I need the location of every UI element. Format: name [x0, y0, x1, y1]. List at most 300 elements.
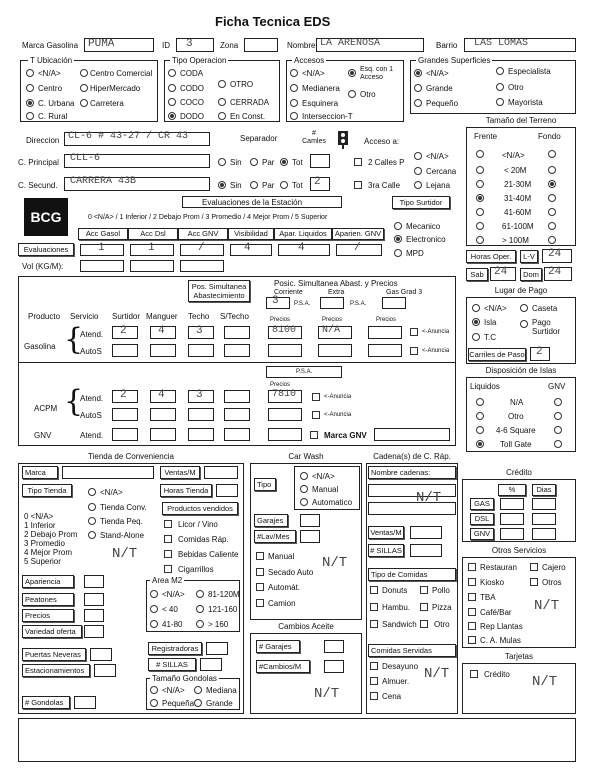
cp-camles-field[interactable] [310, 154, 330, 168]
cp-par-radio[interactable] [250, 158, 258, 166]
op-coda-radio[interactable] [168, 69, 176, 77]
gondola-pequena-radio[interactable] [150, 699, 158, 707]
carriles-paso-value: 2 [536, 346, 543, 358]
lv-value: 24 [548, 248, 562, 260]
op-otro-label: OTRO [230, 80, 254, 89]
op-dodo-label: DODO [180, 112, 204, 121]
ubicacion-na-radio[interactable] [26, 69, 34, 77]
disp-toll-label: Toll Gate [500, 440, 532, 449]
frente-21-radio[interactable] [476, 180, 484, 188]
credito-pct-label: % [498, 484, 526, 496]
credito-dsl-dias[interactable] [532, 513, 556, 525]
marca-gnv-field[interactable] [374, 428, 450, 441]
gas-autos-stecho-field[interactable] [224, 344, 250, 357]
op-enconst-radio[interactable] [218, 112, 226, 120]
prod-comidas-label: Comidas Ráp. [178, 535, 229, 544]
acpm-autos-techo-field[interactable] [188, 408, 214, 421]
cw-garajes-field[interactable] [300, 514, 320, 527]
gnv-atend-label: Atend. [80, 431, 104, 440]
disp-gnv-na-radio[interactable] [554, 398, 562, 406]
prod-licor-label: Licor / Vino [178, 520, 218, 529]
ubicacion-hiper-radio[interactable] [80, 84, 88, 92]
fondo-20-radio[interactable] [548, 166, 556, 174]
area-121-radio[interactable] [196, 605, 204, 613]
pago-na-label: <N/A> [484, 304, 507, 313]
gas-atend-label: Atend. [80, 330, 104, 339]
gnv-surtidor-field[interactable] [112, 428, 138, 441]
tienda-peq-radio[interactable] [88, 517, 96, 525]
zona-label: Zona [220, 41, 239, 50]
comida-pizza-check[interactable] [420, 603, 428, 611]
ubicacion-carretera-radio[interactable] [80, 99, 88, 107]
credito-gas-label: GAS [470, 498, 494, 510]
op-coco-radio[interactable] [168, 98, 176, 106]
carwash-tipo-label: Tipo [254, 478, 276, 491]
tienda-scale-0: 0 <N/A> [24, 512, 54, 521]
pago-na-radio[interactable] [472, 304, 480, 312]
acpm-autos-label: AutoS [80, 411, 102, 420]
cadena-sillas-field[interactable] [410, 544, 442, 557]
pago-tc-label: T.C [484, 333, 496, 342]
comida-hambu-check[interactable] [370, 603, 378, 611]
eval-col-apar-liquidos[interactable]: Apar. Liquidos [274, 228, 332, 240]
area-m2-label: Area M2 [152, 576, 183, 585]
acc-medianera-radio[interactable] [290, 84, 298, 92]
servida-desayuno-check[interactable] [370, 662, 378, 670]
gas-autos-techo-field[interactable] [188, 344, 214, 357]
gnv-anuncia-check[interactable] [310, 431, 318, 439]
surtidor-electronico-label: Electronico [406, 235, 446, 244]
gondolas-title: Tamaño Gondolas [152, 674, 217, 683]
eval-visibilidad-field[interactable] [230, 244, 272, 256]
cs-camles-value: 2 [314, 176, 321, 188]
eval-col-acc-gnv[interactable]: Acc GNV [178, 228, 228, 240]
gs-grande-radio[interactable] [414, 84, 422, 92]
cw-automat-check[interactable] [256, 583, 264, 591]
pago-surtidor-radio[interactable] [520, 320, 528, 328]
terreno-21-label: 21-30M [504, 180, 532, 189]
peatones-field[interactable] [84, 593, 104, 606]
pago-tc-radio[interactable] [472, 333, 480, 341]
precios-field[interactable] [84, 609, 104, 622]
pos-simultanea-label: Pos. Simultanea Abastecimiento [188, 280, 250, 302]
comida-sandwich-check[interactable] [370, 620, 378, 628]
pago-caseta-radio[interactable] [520, 304, 528, 312]
cp-tot-radio[interactable] [280, 158, 288, 166]
accesos-title: Accesos [294, 56, 325, 65]
terreno-61-label: 61-100M [502, 222, 534, 231]
acceso-na-radio[interactable] [414, 152, 422, 160]
fondo-na-radio[interactable] [548, 150, 556, 158]
cw-lavmes-field[interactable] [300, 530, 320, 543]
surtidor-mecanico-radio[interactable] [394, 222, 402, 230]
gondola-na-label: <N/A> [162, 686, 185, 695]
ubicacion-centro-radio[interactable] [26, 84, 34, 92]
sab-label: Sab [466, 268, 488, 281]
otros-tba-check[interactable] [468, 593, 476, 601]
servida-cena-check[interactable] [370, 692, 378, 700]
acpm-anuncia-check[interactable] [312, 393, 320, 401]
dos-calles-label: 2 Calles P [368, 158, 405, 167]
num-gondolas-label: # Gondolas [22, 696, 70, 709]
acpm-autos-stecho-field[interactable] [224, 408, 250, 421]
otros-title: Otros Servicios [462, 546, 576, 558]
vol-acc-gasol-field[interactable] [80, 260, 124, 272]
credito-gnv-pct[interactable] [500, 528, 524, 540]
cw-na-radio[interactable] [300, 472, 308, 480]
otros-cafe-check[interactable] [468, 608, 476, 616]
gs-mayorista-radio[interactable] [496, 98, 504, 106]
disp-gnv-square-radio[interactable] [554, 426, 562, 434]
credito-gas-pct[interactable] [500, 498, 524, 510]
frente-20-radio[interactable] [476, 166, 484, 174]
comida-donuts-label: Donuts [382, 586, 408, 595]
otros-restauran-check[interactable] [468, 563, 476, 571]
psa-label-1: P.S.A. [294, 301, 311, 307]
prod-bebidas-check[interactable] [164, 550, 172, 558]
op-dodo-radio[interactable] [168, 112, 176, 120]
tarjetas-credito-check[interactable] [470, 670, 478, 678]
servida-almuer-label: Almuer. [382, 677, 410, 686]
gas-autos-surtidor-field[interactable] [112, 344, 138, 357]
peatones-label: Peatones [22, 593, 74, 606]
disp-na-label: N/A [510, 398, 524, 407]
frente-41-radio[interactable] [476, 208, 484, 216]
eval-acc-gasol-value: 1 [98, 242, 105, 254]
acpm-techo-value: 3 [196, 389, 203, 401]
variedad-field[interactable] [84, 625, 104, 638]
otros-mulas-check[interactable] [468, 636, 476, 644]
area-41-radio[interactable] [150, 620, 158, 628]
cw-auto-radio[interactable] [300, 498, 308, 506]
ubicacion-hiper-label: HiperMercado [90, 84, 141, 93]
cw-lavmes-label: #Lav/Mes [254, 530, 296, 543]
tienda-scale-2: 2 Debajo Prom [24, 530, 78, 539]
credito-gnv-dias[interactable] [532, 528, 556, 540]
prod-comidas-check[interactable] [164, 535, 172, 543]
gnv-stecho-field[interactable] [224, 428, 250, 441]
acc-na-radio[interactable] [290, 69, 298, 77]
eval-col-acc-dsl[interactable]: Acc Dsl [128, 228, 178, 240]
id-label: ID [162, 41, 170, 50]
gnv-label: GNV [34, 431, 52, 440]
cadena-nombre-label: Nombre cadenas: [368, 466, 456, 479]
op-cerrada-radio[interactable] [218, 98, 226, 106]
acpm-label: ACPM [34, 404, 58, 413]
frente-31-radio[interactable] [476, 194, 484, 202]
ca-cambios-label: #Cambios/M [256, 660, 310, 673]
cs-tot-radio[interactable] [280, 181, 288, 189]
frente-100-radio[interactable] [476, 236, 484, 244]
gs-especialista-radio[interactable] [496, 67, 504, 75]
gas-autos-anuncia-check[interactable] [410, 347, 418, 355]
tarjetas-credito-label: Crédito [484, 670, 510, 679]
gas-autos-precio-3[interactable] [368, 344, 402, 357]
nombre-label: Nombre [287, 41, 316, 50]
gondola-grande-radio[interactable] [194, 699, 202, 707]
evaluaciones-title: Evaluaciones de la Estación [202, 198, 303, 207]
ca-garajes-field[interactable] [324, 640, 344, 653]
nombre-value: LA ARENOSA [320, 38, 381, 49]
registradoras-label: Registradoras [148, 642, 202, 655]
cw-manual-radio[interactable] [300, 485, 308, 493]
acc-intersec-label: Interseccion-T [302, 112, 353, 121]
gnv-techo-field[interactable] [188, 428, 214, 441]
marca-gasolina-value: PUMA [88, 38, 115, 50]
otros-otros-label: Otros [542, 578, 562, 587]
cadena-nombre-field-2[interactable] [368, 502, 456, 515]
gas-autos-anuncia-label: <-Anuncia [422, 348, 450, 354]
disp-square-label: 4-6 Square [496, 426, 536, 435]
page-title: Ficha Tecnica EDS [215, 14, 331, 29]
disp-liq-toll-radio[interactable] [476, 440, 484, 448]
tipo-operacion-title: Tipo Operacion [172, 56, 227, 65]
comida-donuts-check[interactable] [370, 586, 378, 594]
op-otro-radio[interactable] [218, 80, 226, 88]
credito-dias-label: Dias [532, 484, 556, 496]
area-na-radio[interactable] [150, 590, 158, 598]
acc-esquinera-radio[interactable] [290, 99, 298, 107]
gs-na-radio[interactable] [414, 69, 422, 77]
acpm-autos-precio-field[interactable] [268, 408, 302, 421]
variedad-label: Variedad oferta [22, 625, 82, 638]
op-codo-radio[interactable] [168, 84, 176, 92]
servida-almuer-check[interactable] [370, 677, 378, 685]
credito-dsl-pct[interactable] [500, 513, 524, 525]
area-160-radio[interactable] [196, 620, 204, 628]
barrio-label: Barrio [436, 41, 458, 50]
comida-sandwich-label: Sandwich [382, 620, 417, 629]
estacionamientos-field[interactable] [94, 664, 116, 677]
prod-licor-check[interactable] [164, 520, 172, 528]
tres-calle-label: 3ra Calle [368, 181, 401, 190]
disp-gnv-label: GNV [548, 382, 566, 391]
tres-calle-check[interactable] [354, 181, 362, 189]
cs-sin-radio[interactable] [218, 181, 226, 189]
id-field[interactable] [176, 38, 214, 52]
gs-otro-radio[interactable] [496, 83, 504, 91]
cp-sin-radio[interactable] [218, 158, 226, 166]
otros-otros-check[interactable] [530, 578, 538, 586]
fondo-100-radio[interactable] [548, 236, 556, 244]
gas-autos-precio-1[interactable] [268, 344, 302, 357]
gs-especialista-label: Especialista [508, 67, 551, 76]
eval-col-acc-gasol[interactable]: Acc Gasol [78, 228, 128, 240]
credito-gas-dias[interactable] [532, 498, 556, 510]
vol-acc-gnv-field[interactable] [180, 260, 224, 272]
otros-cajero-label: Cajero [542, 563, 566, 572]
comida-pollo-check[interactable] [420, 586, 428, 594]
gnv-manguer-field[interactable] [150, 428, 176, 441]
comida-otro-check[interactable] [420, 620, 428, 628]
eval-col-visibilidad[interactable]: Visibilidad [228, 228, 274, 240]
surtidor-electronico-radio[interactable] [394, 235, 402, 243]
disp-liq-square-radio[interactable] [476, 426, 484, 434]
puertas-neveras-field[interactable] [90, 648, 112, 661]
col-techo: Techo [188, 312, 210, 321]
ca-garajes-label: # Garajes [256, 640, 300, 653]
gondola-mediana-label: Mediana [206, 686, 237, 695]
comida-pizza-label: Pizza [432, 603, 452, 612]
psa-extra-field[interactable] [320, 297, 344, 309]
ca-cambios-field[interactable] [324, 660, 344, 673]
gs-mayorista-label: Mayorista [508, 98, 543, 107]
acceso-cercana-radio[interactable] [414, 167, 422, 175]
sab-value: 24 [494, 266, 508, 278]
tienda-na-radio[interactable] [88, 488, 96, 496]
gondola-na-radio[interactable] [150, 686, 158, 694]
gas-anuncia-check[interactable] [410, 328, 418, 336]
terreno-title: Tamaño del Terreno [466, 116, 576, 128]
tienda-ventas-field[interactable] [204, 466, 238, 479]
ubicacion-rural-radio[interactable] [26, 112, 34, 120]
csecund-label: C. Secund. [18, 181, 58, 190]
col-stecho: S/Techo [220, 312, 249, 321]
acpm-manguer-value: 4 [158, 389, 165, 401]
gas-anuncia-label: <-Anuncia [422, 329, 450, 335]
otros-llantas-check[interactable] [468, 622, 476, 630]
eval-aparien-gnv-value: / [354, 242, 361, 254]
gondola-mediana-radio[interactable] [194, 686, 202, 694]
prod-cigarrillos-check[interactable] [164, 565, 172, 573]
cw-camion-check[interactable] [256, 599, 264, 607]
ubicacion-urbana-radio[interactable] [26, 99, 34, 107]
servida-desayuno-label: Desayuno [382, 662, 419, 671]
cs-par-radio[interactable] [250, 181, 258, 189]
apariencia-field[interactable] [84, 575, 104, 588]
ubicacion-centro-label: Centro [38, 84, 63, 93]
otros-cajero-check[interactable] [530, 563, 538, 571]
otros-kiosko-check[interactable] [468, 578, 476, 586]
cadena-ventas-field[interactable] [410, 526, 442, 539]
fondo-31-radio[interactable] [548, 194, 556, 202]
area-121-label: 121-160 [208, 605, 238, 614]
tienda-sillas-field[interactable] [200, 658, 222, 671]
vol-label: Vol (KG/M): [22, 262, 64, 271]
ubicacion-cc-radio[interactable] [80, 69, 88, 77]
cadena-nt-annotation-2: N/T [424, 666, 450, 682]
estacionamientos-label: Estacionamientos [22, 664, 90, 677]
horas-tienda-field[interactable] [216, 484, 238, 497]
acpm-psa-label: P.S.A. [296, 369, 313, 375]
registradoras-field[interactable] [206, 642, 228, 655]
cp-tot-label: Tot [292, 158, 303, 167]
cw-secado-check[interactable] [256, 568, 264, 576]
acc-na-label: <N/A> [302, 69, 325, 78]
pago-isla-radio[interactable] [472, 318, 480, 326]
fondo-41-radio[interactable] [548, 208, 556, 216]
notes-area[interactable] [18, 718, 576, 762]
acc-medianera-label: Medianera [302, 84, 340, 93]
psa-grad-field[interactable] [382, 297, 406, 309]
acpm-precios-label: Precios [270, 382, 291, 388]
acpm-autos-surtidor-field[interactable] [112, 408, 138, 421]
surtidor-mpd-radio[interactable] [394, 249, 402, 257]
direccion-value: CL-6 # 43-27 / CR 43 [68, 131, 189, 142]
puertas-neveras-label: Puertas Neveras [22, 648, 86, 661]
vol-acc-dsl-field[interactable] [130, 260, 174, 272]
frente-na-radio[interactable] [476, 150, 484, 158]
tienda-marca-field[interactable] [62, 466, 154, 479]
gondola-pequena-label: Pequeña [162, 699, 195, 708]
acpm-autos-anuncia-check[interactable] [312, 411, 320, 419]
terreno-fondo-label: Fondo [538, 132, 561, 141]
eval-col-aparien-gnv[interactable]: Aparien. GNV [332, 228, 384, 240]
area-40-label: < 40 [162, 605, 178, 614]
otros-mulas-label: C. A. Mulas [480, 636, 521, 645]
gas-techo-value: 3 [196, 325, 203, 337]
acc-esq1-radio[interactable] [348, 69, 356, 77]
area-81-radio[interactable] [196, 590, 204, 598]
fondo-21-radio[interactable] [548, 180, 556, 188]
psa-corriente-value: 3 [272, 295, 279, 307]
acpm-stecho-field[interactable] [224, 390, 250, 403]
cp-par-label: Par [262, 158, 275, 167]
acpm-autos-manguer-field[interactable] [150, 408, 176, 421]
tipo-surtidor-button[interactable]: Tipo Surtidor [392, 196, 450, 209]
acceso-lejana-radio[interactable] [414, 181, 422, 189]
pago-surtidor-label: Pago Surtidor [532, 318, 561, 336]
gas-autos-manguer-field[interactable] [150, 344, 176, 357]
gas-precio-grad-field[interactable] [368, 326, 402, 339]
tienda-stand-radio[interactable] [88, 531, 96, 539]
disp-liq-otro-radio[interactable] [476, 412, 484, 420]
terreno-41-label: 41-60M [504, 208, 532, 217]
otros-cafe-label: Café/Bar [480, 608, 512, 617]
gs-pequeno-radio[interactable] [414, 99, 422, 107]
gasolina-label: Gasolina [24, 342, 56, 351]
horas-oper-label: Horas Oper. [466, 250, 516, 263]
gas-autos-precio-2[interactable] [318, 344, 352, 357]
disp-liq-na-radio[interactable] [476, 398, 484, 406]
tienda-conv-radio[interactable] [88, 503, 96, 511]
frente-61-radio[interactable] [476, 222, 484, 230]
dos-calles-check[interactable] [354, 158, 362, 166]
cprincipal-value: CLL-6 [70, 153, 101, 164]
cw-manual-check[interactable] [256, 552, 264, 560]
zona-field[interactable] [244, 38, 278, 52]
terreno-frente-label: Frente [474, 132, 498, 141]
posic-simultanea-label: Posic. Simultanea Abast. y Precios [274, 279, 398, 288]
area-na-label: <N/A> [162, 590, 185, 599]
otros-nt-annotation: N/T [534, 598, 560, 614]
cadena-nombre-field-1[interactable] [368, 484, 456, 497]
disp-gnv-otro-radio[interactable] [554, 412, 562, 420]
op-coco-label: COCO [180, 98, 204, 107]
gs-pequeno-label: Pequeño [426, 99, 459, 108]
cw-manual-check-label: Manual [268, 552, 295, 561]
num-gondolas-field[interactable] [74, 696, 96, 709]
area-40-radio[interactable] [150, 605, 158, 613]
acc-intersec-radio[interactable] [290, 112, 298, 120]
carwash-nt-annotation: N/T [322, 555, 348, 571]
gas-stecho-field[interactable] [224, 326, 250, 339]
cw-manual-label: Manual [312, 485, 339, 494]
gasolina-brace: { [64, 322, 84, 357]
acc-esq1-label: Esq. con 1 Acceso [360, 66, 394, 81]
fondo-61-radio[interactable] [548, 222, 556, 230]
disp-gnv-toll-radio[interactable] [554, 440, 562, 448]
cs-sin-label: Sin [230, 181, 242, 190]
marca-gasolina-label: Marca Gasolina [22, 41, 79, 50]
eval-acc-gnv-value: / [198, 242, 205, 254]
acc-otro-radio[interactable] [348, 90, 356, 98]
area-160-label: > 160 [208, 620, 229, 629]
gnv-precio-field[interactable] [268, 428, 302, 441]
gas-autos-label: AutoS [80, 347, 102, 356]
lv-label: L-V [520, 250, 538, 263]
tienda-sillas-label: # SILLAS [148, 658, 196, 671]
